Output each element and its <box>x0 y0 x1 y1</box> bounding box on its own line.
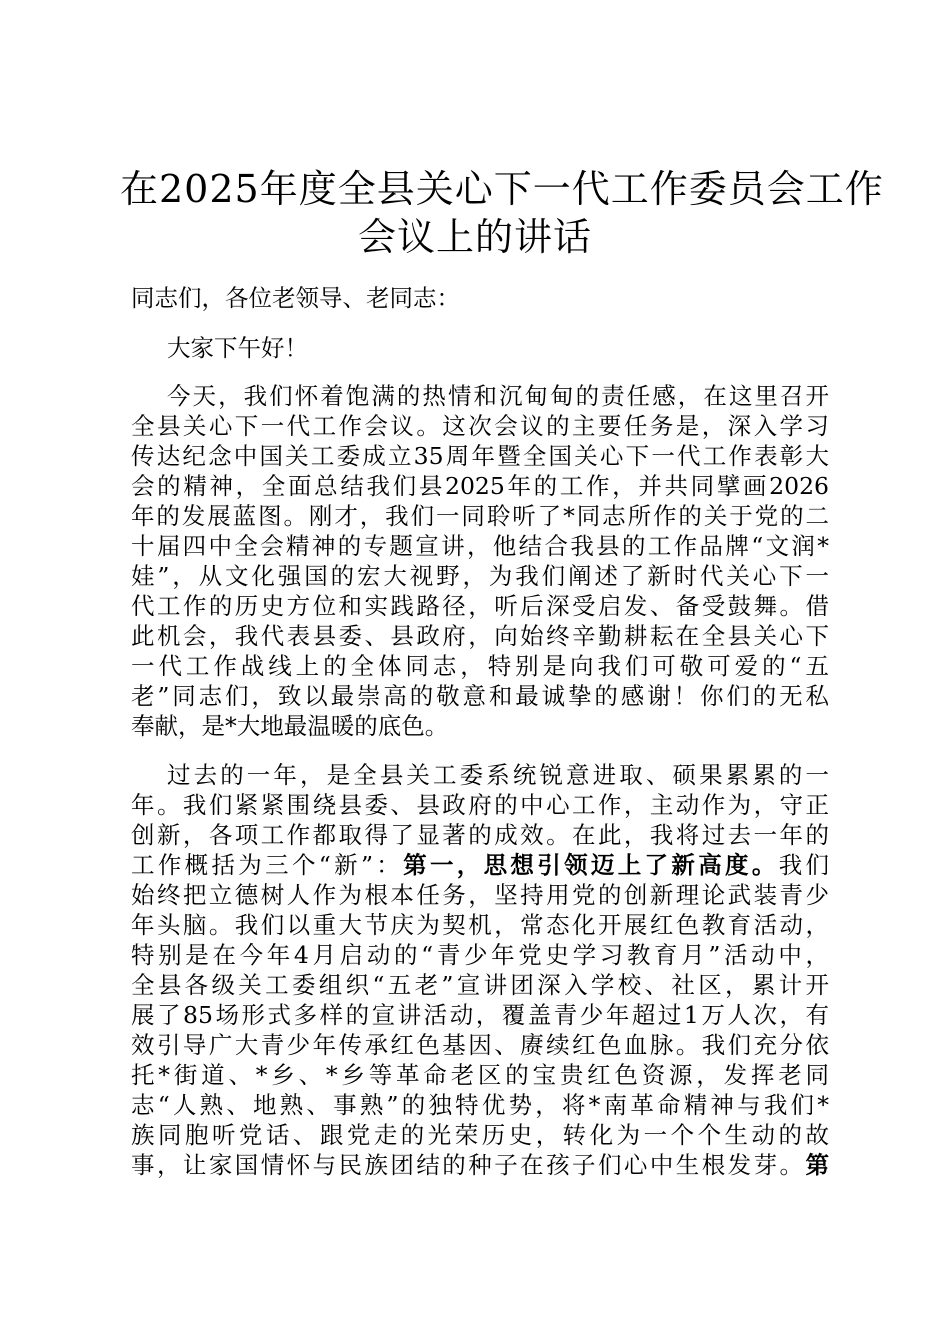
para1-line: 奉献，是*大地最温暖的底色。 <box>131 712 449 740</box>
para2-line4-text: 工作概括为三个“新”： <box>131 851 404 879</box>
para2-line: 效引导广大青少年传承红色基因、赓续红色血脉。我们充分依 <box>131 1031 829 1059</box>
para2-line4-bold-heading: 第一，思想引领迈上了新高度。 <box>403 851 779 879</box>
para1-line: 老”同志们，致以最崇高的敬意和最诚挚的感谢！你们的无私 <box>131 682 829 710</box>
para2-line: 年头脑。我们以重大节庆为契机，常态化开展红色教育活动， <box>131 911 829 939</box>
greeting: 大家下午好！ <box>167 334 308 362</box>
para2-line-with-bold <box>131 1150 829 1180</box>
para1-line: 代工作的历史方位和实践路径，听后深受启发、备受鼓舞。借 <box>131 592 829 620</box>
para1-line: 传达纪念中国关工委成立35周年暨全国关心下一代工作表彰大 <box>131 442 829 470</box>
para1-line: 一代工作战线上的全体同志，特别是向我们可敬可爱的“五 <box>131 652 829 680</box>
para1-line: 会的精神，全面总结我们县2025年的工作，并共同擘画2026 <box>131 472 829 500</box>
para1-line: 今天，我们怀着饱满的热情和沉甸甸的责任感，在这里召开 <box>167 382 829 410</box>
para2-line4-tail: 我们 <box>778 851 830 879</box>
para1-line: 年的发展蓝图。刚才，我们一同聆听了*同志所作的关于党的二 <box>131 502 829 530</box>
para1-line: 此机会，我代表县委、县政府，向始终辛勤耕耘在全县关心下 <box>131 622 829 650</box>
para2-line-with-bold <box>131 850 829 880</box>
para2-line: 展了85场形式多样的宣讲活动，覆盖青少年超过1万人次，有 <box>131 1001 829 1029</box>
para2-line: 始终把立德树人作为根本任务，坚持用党的创新理论武装青少 <box>131 881 829 909</box>
para1-line: 娃”，从文化强国的宏大视野，为我们阐述了新时代关心下一 <box>131 562 829 590</box>
para2-line14-text: 事，让家国情怀与民族团结的种子在孩子们心中生根发芽。 <box>131 1151 806 1179</box>
para2-line: 过去的一年，是全县关工委系统锐意进取、硕果累累的一 <box>167 761 829 789</box>
para2-line: 年。我们紧紧围绕县委、县政府的中心工作，主动作为，守正 <box>131 791 829 819</box>
para2-line: 族同胞听党话、跟党走的光荣历史，转化为一个个生动的故 <box>131 1121 829 1149</box>
para1-line: 全县关心下一代工作会议。这次会议的主要任务是，深入学习 <box>131 412 829 440</box>
salutation: 同志们，各位老领导、老同志： <box>131 284 460 312</box>
para2-line: 志“人熟、地熟、事熟”的独特优势，将*南革命精神与我们* <box>131 1091 829 1119</box>
para2-line14-bold-heading: 第 <box>805 1151 829 1179</box>
para1-line: 十届四中全会精神的专题宣讲，他结合我县的工作品牌“文润* <box>131 532 829 560</box>
document-title-line-2: 会议上的讲话 <box>357 215 592 259</box>
document-title-line-1: 在2025年度全县关心下一代工作委员会工作 <box>120 167 884 211</box>
para2-line: 特别是在今年4月启动的“青少年党史学习教育月”活动中， <box>131 941 829 969</box>
para2-line: 全县各级关工委组织“五老”宣讲团深入学校、社区，累计开 <box>131 971 829 999</box>
para2-line: 创新，各项工作都取得了显著的成效。在此，我将过去一年的 <box>131 821 829 849</box>
para2-line: 托*街道、*乡、*乡等革命老区的宝贵红色资源，发挥老同 <box>131 1061 829 1089</box>
